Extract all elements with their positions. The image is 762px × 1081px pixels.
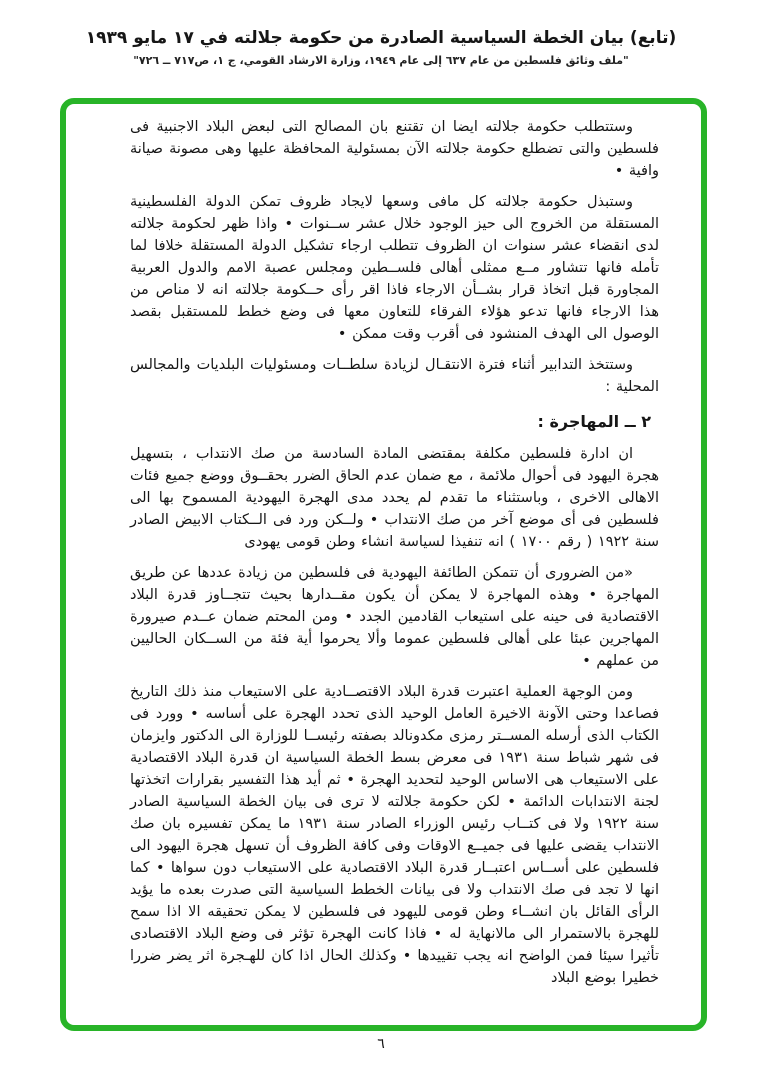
page-number: ٦ xyxy=(377,1036,385,1052)
paragraph-3: وستتخذ التدابير أثناء فترة الانتقـال لزيادة سلطــات ومسئوليات البلديات والمجالس المحلية : xyxy=(130,357,659,395)
content-border-box xyxy=(60,98,707,1031)
page-title: (تابع) بيان الخطة السياسية الصادرة من حكومة جلالته في ١٧ مايو ١٩٣٩ xyxy=(85,28,677,48)
paragraph-2: وستبذل حكومة جلالته كل مافى وسعها لايجاد ظروف تمكن الدولة الفلسطينية المستقلة من الخروج الى حيز الوجود خلال عشر ســنوات • واذا ظهر لحكومة جلالته لدى انقضاء عشر سنوات ان الظروف تتطلب ارجاء تشكيل الدولة المستقلة خلافا لما تأمله فانها تتشاور مــع ممثلى أهالى فلســطين ومجلس عصبة الامم والدول العربية المجاورة قبل اتخاذ قرار بشــأن الارجاء فاذا اقر رأى حــكومة جلالته انه لا مناص من هذا الارجاء فانها تدعو هؤلاء الفرقاء للتعاون معها فى وضع خطط للمستقبل بقصد الوصول الى الهدف المنشود فى أقرب وقت ممكن • xyxy=(130,194,659,342)
section-heading-immigration: ٢ ــ المهاجرة : xyxy=(537,412,651,431)
document-footer xyxy=(0,1036,762,1052)
paragraph-5: «من الضرورى أن تتمكن الطائفة اليهودية فى فلسطين من زيادة عددها عن طريق المهاجرة • وهذه المهاجرة لا يمكن أن يكون مقــدارها بحيث تتجــاوز قدرة البلاد الاقتصادية فى حينه على استيعاب القادمين الجدد • ومن المحتم ضمان عــدم صيرورة المهاجرين عبئا على أهالى فلسطين عموما وألا يحرموا أية فئة من الســكان الحاليين من عملهم • xyxy=(130,565,659,669)
document-header xyxy=(0,26,762,67)
source-citation: "ملف وثائق فلسطين من عام ٦٣٧ إلى عام ١٩٤٩، وزارة الارشاد القومي، ج ١، ص٧١٧ ــ ٧٢٦" xyxy=(133,54,629,67)
paragraph-1: وستتطلب حكومة جلالته ايضا ان تقتنع بان المصالح التى لبعض البلاد الاجنبية فى فلسطين والتى تضطلع حكومة جلالته الآن بمسئولية المحافظة عليها وهى مصونة صيانة وافية • xyxy=(130,119,659,179)
paragraph-6: ومن الوجهة العملية اعتبرت قدرة البلاد الاقتصــادية على الاستيعاب منذ ذلك التاريخ فصاعدا وحتى الآونة الاخيرة العامل الوحيد الذى تحدد الهجرة على أساسه • وورد فى الكتاب الذى أرسله المســتر رمزى مكدونالد بصفته رئيســا للوزارة الى الدكتور وايزمان فى شهر شباط سنة ١٩٣١ فى معرض بسط الخطة السياسية ان قدرة البلاد الاقتصادية على الاستيعاب هى الاساس الوحيد لتحديد الهجرة • ثم أيد هذا التفسير بقرارات اتخذتها لجنة الانتدابات الدائمة • لكن حكومة جلالته لا ترى فى بيان الخطة السياسية الصادر سنة ١٩٢٢ ولا فى كتــاب رئيس الوزراء الصادر سنة ١٩٣١ ما يمكن تفسيره بان صك الانتداب يقضى عليها فى جميــع الاوقات وفى كافة الظروف أن تسهل هجرة اليهود الى فلسطين على أســاس اعتبــار قدرة البلاد الاقتصادية على الاستيعاب دون سواها • كما انها لا تجد فى صك الانتداب ولا فى بيانات الخطط السياسية التى صدرت بعده ما يؤيد الرأى القائل بان انشــاء وطن قومى لليهود فى فلسطين لا يمكن تحقيقه الا اذا سمح للهجرة بالاستمرار الى مالانهاية له • فاذا كانت الهجرة تؤثر فى وضع البلاد الاقتصادى تأثيرا سيئا فمن الواضح انه يجب تقييدها • وكذلك الحال اذا كان للهـجرة اثر يضر ضررا خطيرا بوضع البلاد xyxy=(130,684,659,986)
paragraph-4: ان ادارة فلسطين مكلفة بمقتضى المادة السادسة من صك الانتداب ، بتسهيل هجرة اليهود فى أحوال ملائمة ، مع ضمان عدم الحاق الضرر بحقــوق ووضع جميع فئات الاهالى الاخرى ، وباستثناء ما تقدم لم يحدد مدى الهجرة اليهودية المسموح بها الى فلسطين فى أى موضع آخر من صك الانتداب • ولــكن ورد فى الــكتاب الابيض الصادر سنة ١٩٢٢ ( رقم ١٧٠٠ ) انه تنفيذا لسياسة انشاء وطن قومى يهودى xyxy=(130,446,659,550)
